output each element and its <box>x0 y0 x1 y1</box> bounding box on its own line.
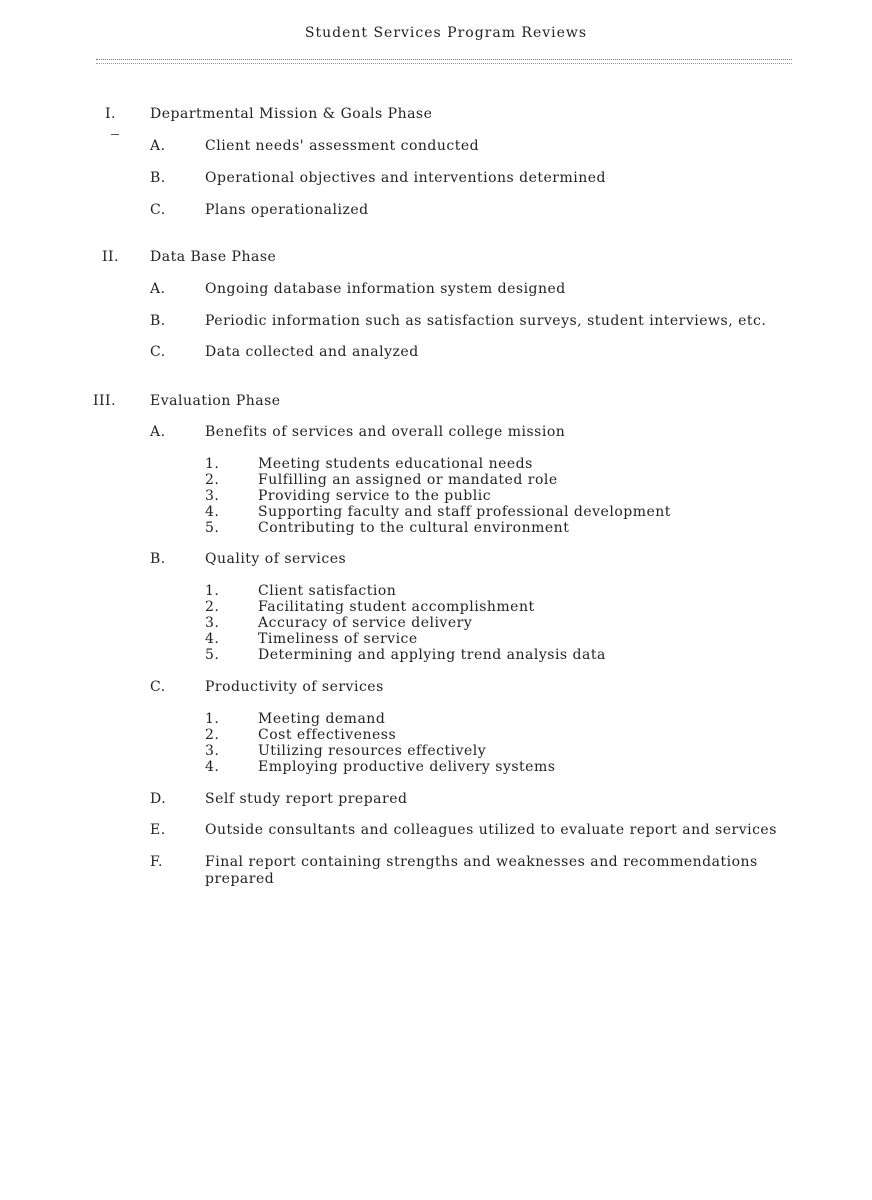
subitem-number: 2. <box>205 599 220 615</box>
subitem-number: 4. <box>205 759 220 775</box>
item-text: Productivity of services <box>205 679 384 695</box>
item-text: Outside consultants and colleagues utilized to evaluate report and services <box>205 822 777 838</box>
subitem-number: 2. <box>205 472 220 488</box>
subitem-number: 3. <box>205 743 220 759</box>
item-letter: C. <box>150 679 166 695</box>
subitem-text: Meeting students educational needs <box>258 456 533 472</box>
item-letter: A. <box>150 281 166 297</box>
section-title: Data Base Phase <box>150 249 277 265</box>
subitem-number: 5. <box>205 520 220 536</box>
item-letter: B. <box>150 313 166 329</box>
item-letter: D. <box>150 791 167 807</box>
item-text: Final report containing strengths and weaknesses and recommendations <box>205 854 758 870</box>
subitem-number: 5. <box>205 647 220 663</box>
subitem-text: Facilitating student accomplishment <box>258 599 535 615</box>
subitem-number: 4. <box>205 631 220 647</box>
header-rule <box>96 59 792 64</box>
item-text: Benefits of services and overall college mission <box>205 424 566 440</box>
item-letter: B. <box>150 551 166 567</box>
item-text-continuation: prepared <box>205 871 275 887</box>
item-letter: C. <box>150 202 166 218</box>
subitem-text: Determining and applying trend analysis data <box>258 647 606 663</box>
subitem-number: 2. <box>205 727 220 743</box>
item-text: Operational objectives and interventions determined <box>205 170 607 186</box>
subitem-number: 1. <box>205 456 220 472</box>
subitem-text: Contributing to the cultural environment <box>258 520 570 536</box>
item-text: Ongoing database information system designed <box>205 281 566 297</box>
item-text: Quality of services <box>205 551 347 567</box>
subitem-number: 1. <box>205 583 220 599</box>
subitem-text: Providing service to the public <box>258 488 492 504</box>
section-numeral: III. <box>93 393 117 409</box>
item-text: Plans operationalized <box>205 202 369 218</box>
item-letter: A. <box>150 138 166 154</box>
item-letter: F. <box>150 854 163 870</box>
subitem-text: Employing productive delivery systems <box>258 759 556 775</box>
section-numeral: II. <box>102 249 120 265</box>
subitem-text: Supporting faculty and staff professional development <box>258 504 671 520</box>
section-title: Departmental Mission & Goals Phase <box>150 106 433 122</box>
item-text: Periodic information such as satisfaction surveys, student interviews, etc. <box>205 313 767 329</box>
subitem-text: Timeliness of service <box>258 631 418 647</box>
page-title: Student Services Program Reviews <box>304 25 588 41</box>
section-numeral: I. <box>105 106 116 122</box>
subitem-number: 3. <box>205 615 220 631</box>
item-letter: A. <box>150 424 166 440</box>
margin-mark <box>111 134 119 135</box>
subitem-text: Cost effectiveness <box>258 727 397 743</box>
item-letter: C. <box>150 344 166 360</box>
subitem-number: 4. <box>205 504 220 520</box>
item-text: Data collected and analyzed <box>205 344 419 360</box>
item-text: Self study report prepared <box>205 791 408 807</box>
subitem-text: Fulfilling an assigned or mandated role <box>258 472 558 488</box>
subitem-text: Accuracy of service delivery <box>258 615 473 631</box>
item-text: Client needs' assessment conducted <box>205 138 480 154</box>
subitem-text: Meeting demand <box>258 711 386 727</box>
item-letter: E. <box>150 822 166 838</box>
subitem-number: 3. <box>205 488 220 504</box>
subitem-text: Utilizing resources effectively <box>258 743 487 759</box>
subitem-number: 1. <box>205 711 220 727</box>
item-letter: B. <box>150 170 166 186</box>
subitem-text: Client satisfaction <box>258 583 397 599</box>
section-title: Evaluation Phase <box>150 393 281 409</box>
